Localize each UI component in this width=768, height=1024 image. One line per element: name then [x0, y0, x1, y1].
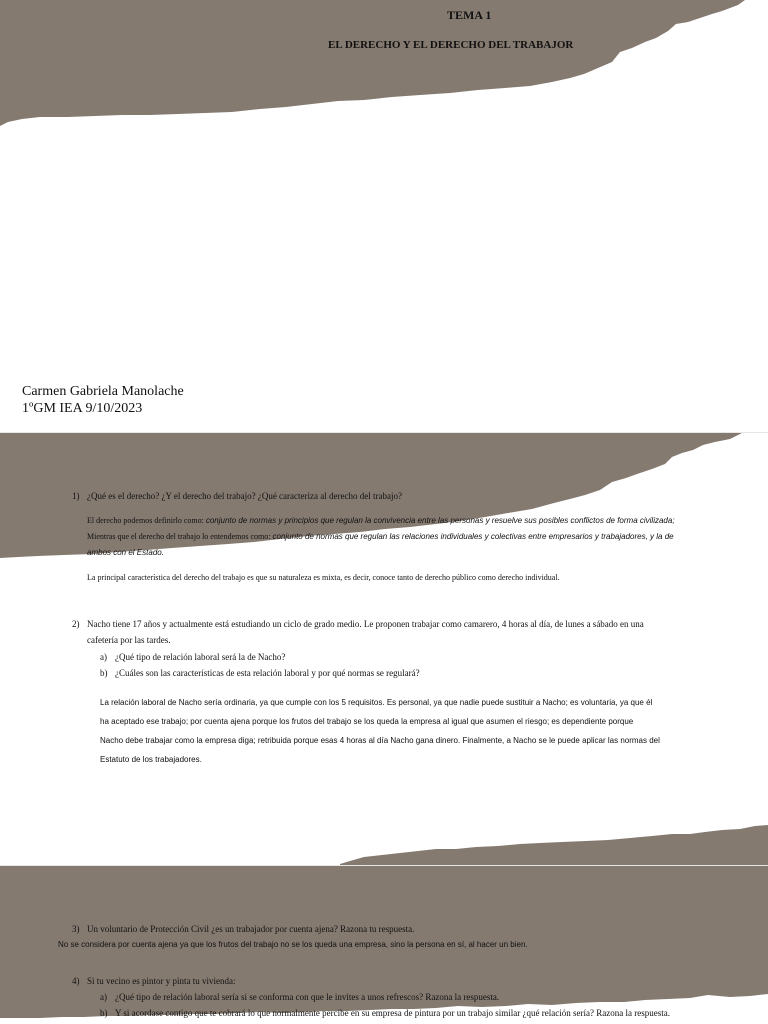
- q2a-question: ¿Qué tipo de relación laboral será la de Nacho?: [115, 652, 286, 662]
- document-page-1: [0, 0, 768, 432]
- q2-answer-line: Estatuto de los trabajadores.: [100, 755, 202, 764]
- q1-question: ¿Qué es el derecho? ¿Y el derecho del trabajo? ¿Qué caracteriza al derecho del trabajo?: [87, 491, 402, 501]
- q2-answer-line: Nacho debe trabajar como la empresa diga; retribuida porque esas 4 horas al día Nacho gana dinero. Finalmente, a Nacho se le puede aplicar las normas del: [100, 736, 660, 745]
- torn-paper-band-bottom: [0, 433, 768, 865]
- q2b-question: ¿Cuáles son las características de esta relación laboral y por qué normas se regulará?: [115, 668, 420, 678]
- q1-answer2-prefix: Mientras que el derecho del trabajo lo entendemos como:: [87, 532, 273, 541]
- q1-answer2-definition: conjunto de normas que regulan las relaciones individuales y colectivas entre empresarios y trabajadores, y la de: [272, 532, 674, 541]
- q2b-letter: b): [100, 668, 108, 678]
- q2-statement-line1: Nacho tiene 17 años y actualmente está estudiando un ciclo de grado medio. Le proponen trabajar como camarero, 4 horas al día, de lunes a sábado en una: [87, 619, 644, 629]
- q3-number: 3): [72, 924, 80, 934]
- q3-answer: No se considera por cuenta ajena ya que los frutos del trabajo no se los queda una empresa, sino la persona en sí, al hacer un bien.: [58, 940, 528, 949]
- q2-statement-line2: cafetería por las tardes.: [87, 635, 171, 645]
- q1-answer-line3: ambos con el Estado.: [87, 548, 164, 557]
- document-page-2: [0, 433, 768, 865]
- q1-answer-prefix: El derecho podemos definirlo como:: [87, 516, 206, 525]
- q1-number: 1): [72, 491, 80, 501]
- author-name: Carmen Gabriela Manolache: [22, 384, 184, 399]
- q4a-letter: a): [100, 992, 107, 1002]
- q3-question: Un voluntario de Protección Civil ¿es un trabajador por cuenta ajena? Razona tu respuesta.: [87, 924, 415, 934]
- q1-answer-characteristic: La principal característica del derecho del trabajo es que su naturaleza es mixta, es decir, conoce tanto de derecho público como derecho individual.: [87, 573, 560, 582]
- q2-answer-line: La relación laboral de Nacho sería ordinaria, ya que cumple con los 5 requisitos. Es personal, ya que nadie puede sustituir a Nacho; es voluntaria, ya que él: [100, 698, 653, 707]
- q1-answer-definition: conjunto de normas y principios que regulan la convivencia entre las personas y resuelve sus posibles conflictos de forma civilizada;: [205, 516, 675, 525]
- course-and-date: 1ºGM IEA 9/10/2023: [22, 401, 143, 416]
- torn-paper-band-top: [0, 0, 768, 140]
- q4b-question: Y si acordase contigo que te cobrará lo que normalmente percibe en su empresa de pintura por un trabajo similar ¿qué relación sería? Razona la respuesta.: [115, 1008, 670, 1018]
- document-page-3: [0, 866, 768, 1024]
- q4-number: 4): [72, 976, 80, 986]
- q4b-letter: b): [100, 1008, 108, 1018]
- q2-answer-line: ha aceptado ese trabajo; por cuenta ajena porque los frutos del trabajo se los queda la empresa al igual que asumen el riesgo; es dependiente porque: [100, 717, 634, 726]
- q2-number: 2): [72, 619, 80, 629]
- document-title: EL DERECHO Y EL DERECHO DEL TRABAJOR: [328, 39, 574, 51]
- tema-heading: TEMA 1: [447, 8, 492, 22]
- q2a-letter: a): [100, 652, 107, 662]
- q4-statement: Si tu vecino es pintor y pinta tu vivienda:: [87, 976, 236, 986]
- q4a-question: ¿Qué tipo de relación laboral sería si se conforma con que le invites a unos refrescos? Razona la respuesta.: [115, 992, 500, 1002]
